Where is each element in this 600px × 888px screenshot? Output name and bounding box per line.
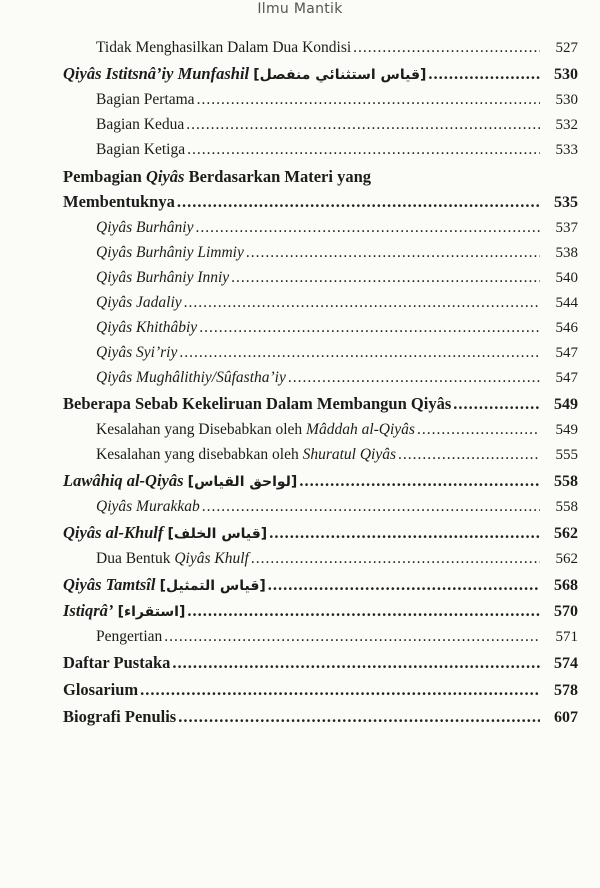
arabic-term: [لواحق القياس] — [187, 474, 298, 490]
toc-page-number: 540 — [555, 270, 578, 286]
leader-dots — [197, 87, 540, 112]
toc-entry-title-italic: Mâddah al-Qiyâs — [306, 421, 415, 438]
toc-entry-title: Bagian Kedua — [96, 116, 185, 133]
toc-page-number: 549 — [555, 422, 578, 438]
leader-dots — [195, 215, 540, 240]
toc-page-number: 527 — [555, 40, 578, 56]
toc-entry[interactable] — [0, 442, 600, 467]
toc-page-number: 555 — [555, 447, 578, 463]
arabic-term: [قياس التمثيل] — [159, 578, 266, 594]
leader-dots — [353, 35, 540, 60]
toc-entry-title-line1: Pembagian — [63, 167, 146, 186]
leader-dots — [187, 598, 540, 624]
toc-entry-title: Beberapa Sebab Kekeliruan Dalam Membangun Qiyâs — [63, 394, 452, 413]
toc-page-number: 574 — [554, 655, 578, 672]
toc-entry[interactable] — [0, 215, 600, 240]
leader-dots — [398, 442, 540, 467]
toc-entry[interactable] — [0, 598, 600, 624]
leader-dots — [428, 61, 540, 87]
toc-page-number: 562 — [554, 525, 578, 542]
leader-dots — [453, 391, 540, 417]
toc-entry-title-italic: Shuratul Qiyâs — [302, 446, 397, 463]
toc-entry-title: Qiyâs Syi’riy — [96, 344, 178, 361]
toc-page-number: 568 — [554, 577, 578, 594]
toc-entry-title-line1-rest: Berdasarkan Materi yang — [184, 167, 371, 186]
toc-entry[interactable] — [0, 61, 600, 87]
toc-entry[interactable] — [0, 137, 600, 162]
toc-entry-title-italic: Qiyâs Khulf — [174, 550, 249, 567]
toc-entry-title-line2: Membentuknya — [63, 192, 175, 211]
toc-entry-title: Kesalahan yang Disebabkan oleh — [96, 421, 307, 438]
leader-dots — [178, 704, 540, 730]
toc-entry-title: Pengertian — [96, 628, 163, 645]
toc-page-number: 547 — [555, 345, 578, 361]
leader-dots — [288, 365, 540, 390]
toc-entry-title: Kesalahan yang disebabkan oleh — [96, 446, 303, 463]
toc-entry[interactable] — [0, 417, 600, 442]
toc-entry-title: Qiyâs Murakkab — [96, 498, 200, 515]
toc-page-number: 546 — [555, 320, 578, 336]
toc-entry[interactable] — [0, 546, 600, 571]
leader-dots — [202, 494, 540, 519]
toc-entry-title: Qiyâs Istitsnâ’iy Munfashil — [63, 64, 250, 83]
leader-dots — [251, 546, 540, 571]
running-head: Ilmu Mantik — [257, 1, 343, 17]
arabic-term: [قياس استثنائي منفصل] — [253, 67, 427, 83]
leader-dots — [417, 417, 540, 442]
toc-entry-title: Bagian Ketiga — [96, 141, 186, 158]
toc-entry-title: Tidak Menghasilkan Dalam Dua Kondisi — [96, 39, 352, 56]
toc-entry-title: Qiyâs Tamtsîl — [63, 575, 156, 594]
toc-entry[interactable] — [0, 265, 600, 290]
toc-page-number: 537 — [555, 220, 578, 236]
leader-dots — [246, 240, 540, 265]
toc-entry[interactable] — [0, 624, 600, 649]
toc-entry[interactable] — [0, 340, 600, 365]
toc-entry[interactable] — [0, 365, 600, 390]
toc-page-number: 607 — [554, 709, 578, 726]
toc-entry-title: Bagian Pertama — [96, 91, 195, 108]
toc-entry[interactable] — [0, 650, 600, 676]
toc-entry[interactable] — [0, 165, 600, 215]
toc-page-number: 571 — [555, 629, 578, 645]
toc-entry[interactable] — [0, 290, 600, 315]
leader-dots — [164, 624, 540, 649]
toc-entry-title: Qiyâs al-Khulf — [63, 523, 164, 542]
toc-entry-title: Lawâhiq al-Qiyâs — [63, 471, 184, 490]
leader-dots — [187, 137, 540, 162]
toc-entry[interactable] — [0, 520, 600, 546]
toc-entry-title: Qiyâs Khithâbiy — [96, 319, 198, 336]
toc-entry-title: Qiyâs Burhâniy Inniy — [96, 269, 230, 286]
toc-entry[interactable] — [0, 87, 600, 112]
toc-entry[interactable] — [0, 572, 600, 598]
toc-page-number: 547 — [555, 370, 578, 386]
leader-dots — [172, 650, 540, 676]
leader-dots — [179, 340, 540, 365]
arabic-term: [قياس الخلف] — [167, 526, 268, 542]
leader-dots — [231, 265, 540, 290]
toc-entry[interactable] — [0, 35, 600, 60]
arabic-term: [استقراء] — [117, 604, 186, 620]
toc-page-number: 558 — [555, 499, 578, 515]
leader-dots — [268, 572, 540, 598]
toc-entry-title: Qiyâs Burhâniy — [96, 219, 194, 236]
toc-page-number: 570 — [554, 603, 578, 620]
toc-page-number: 578 — [554, 682, 578, 699]
toc-entry[interactable] — [0, 240, 600, 265]
toc-entry-title: Istiqrâ’ — [63, 601, 114, 620]
toc-entry-title: Qiyâs Mughâlithiy/Sûfastha’iy — [96, 369, 286, 386]
toc-entry-title: Qiyâs Jadaliy — [96, 294, 182, 311]
toc-page-number: 533 — [555, 142, 578, 158]
toc-entry[interactable] — [0, 391, 600, 417]
leader-dots — [140, 677, 540, 703]
table-of-contents — [0, 35, 600, 730]
leader-dots — [177, 189, 540, 215]
toc-page-number: 530 — [554, 66, 578, 83]
toc-entry-title: Glosarium — [63, 680, 139, 699]
toc-entry[interactable] — [0, 315, 600, 340]
toc-entry-title: Dua Bentuk — [96, 550, 175, 567]
toc-page-number: 532 — [555, 117, 578, 133]
toc-entry-title-italic: Qiyâs — [145, 167, 185, 186]
toc-entry-title: Qiyâs Burhâniy Limmiy — [96, 244, 244, 261]
leader-dots — [299, 468, 540, 494]
toc-entry[interactable] — [0, 704, 600, 730]
toc-entry-title: Daftar Pustaka — [63, 653, 171, 672]
toc-entry[interactable] — [0, 468, 600, 494]
toc-page-number: 562 — [555, 551, 578, 567]
leader-dots — [184, 290, 540, 315]
toc-page-number: 530 — [555, 92, 578, 108]
toc-page-number: 538 — [555, 245, 578, 261]
leader-dots — [269, 520, 540, 546]
toc-entry[interactable] — [0, 677, 600, 703]
toc-entry[interactable] — [0, 112, 600, 137]
toc-page-number: 535 — [554, 194, 578, 211]
toc-page-number: 558 — [554, 473, 578, 490]
toc-entry[interactable] — [0, 494, 600, 519]
toc-page-number: 549 — [554, 396, 578, 413]
leader-dots — [186, 112, 540, 137]
toc-entry-title: Biografi Penulis — [63, 707, 177, 726]
toc-page-number: 544 — [555, 295, 578, 311]
leader-dots — [199, 315, 540, 340]
